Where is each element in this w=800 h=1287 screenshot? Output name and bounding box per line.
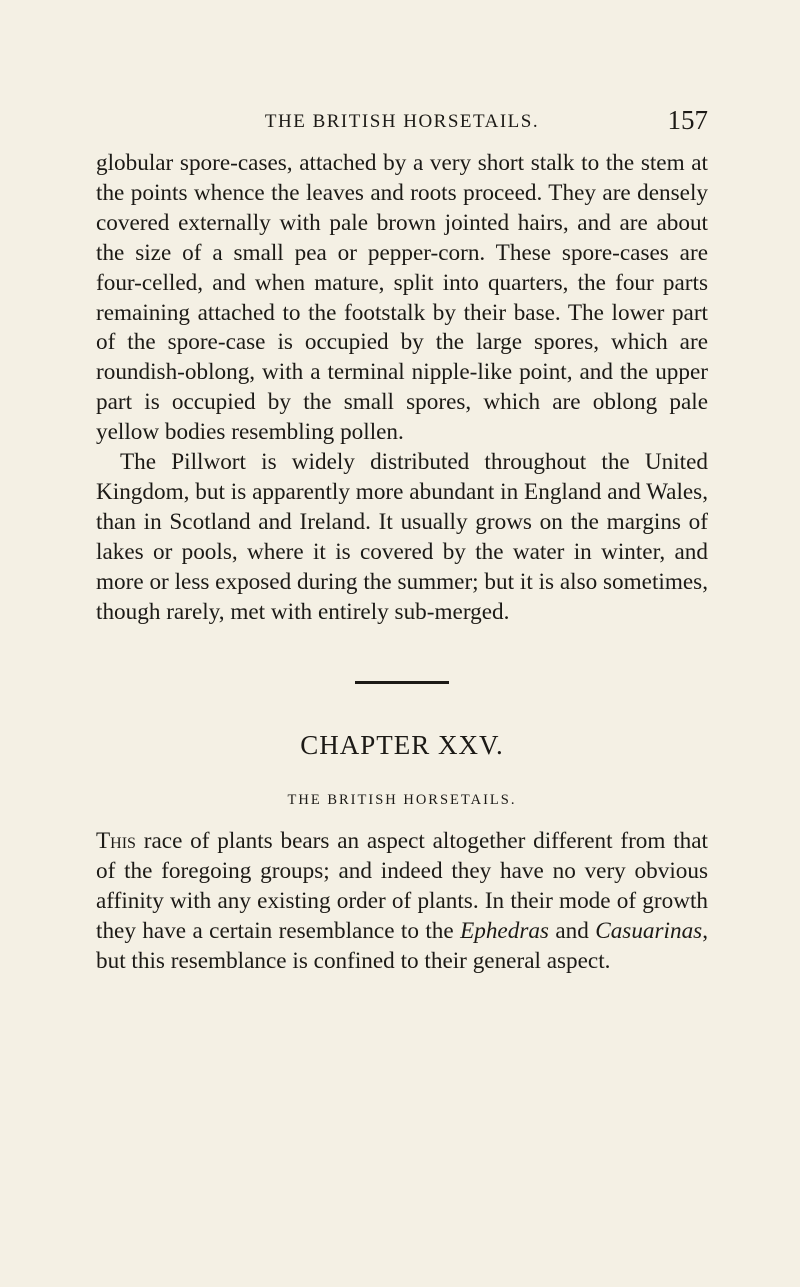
text-run: race of plants bears an aspect altogether different from that of the foregoing groups; and indeed they have no very obvious affinity with any existing order of plants. In their mode of growth they have a certain resemblance to the	[96, 828, 708, 944]
text-block-top	[96, 149, 708, 628]
text-run: and	[548, 917, 596, 944]
paragraph-pillwort-distribution: The Pillwort is widely distributed throughout the United Kingdom, but is apparently more abundant in England and Wales, than in Scotland and Ireland. It usually grows on the margins of lakes or pools, where it is covered by the water in winter, and more or less exposed during the summer; but it is also sometimes, though rarely, met with entirely sub-merged.	[96, 449, 708, 625]
lead-word: This	[96, 828, 136, 854]
section-divider-rule	[355, 681, 449, 684]
italic-term: Casuarinas	[595, 917, 703, 944]
page-number: 157	[667, 105, 708, 135]
paragraph-continued: globular spore-cases, attached by a very short stalk to the stem at the points whence the leaves and roots proceed. They are densely covered externally with pale brown jointed hairs, and are about the size of a small pea or pepper-corn. These spore-cases are four-celled, and when mature, split into quarters, the four parts remaining attached to the footstalk by their base. The lower part of the spore-case is occupied by the large spores, which are roundish-oblong, with a terminal nipple-like point, and the upper part is occupied by the small spores, which are oblong pale yellow bodies resembling pollen.	[96, 150, 708, 446]
text-block-chapter-opening	[96, 827, 708, 977]
text-run: , but this resemblance is confined to their general aspect.	[96, 917, 708, 974]
chapter-heading: CHAPTER XXV.	[300, 730, 504, 760]
italic-term: Ephedras	[460, 917, 549, 944]
running-head	[96, 105, 708, 139]
chapter-subtitle: THE BRITISH HORSETAILS.	[287, 792, 517, 808]
running-title: THE BRITISH HORSETAILS.	[264, 111, 540, 132]
paragraph-horsetails-intro	[96, 827, 708, 977]
